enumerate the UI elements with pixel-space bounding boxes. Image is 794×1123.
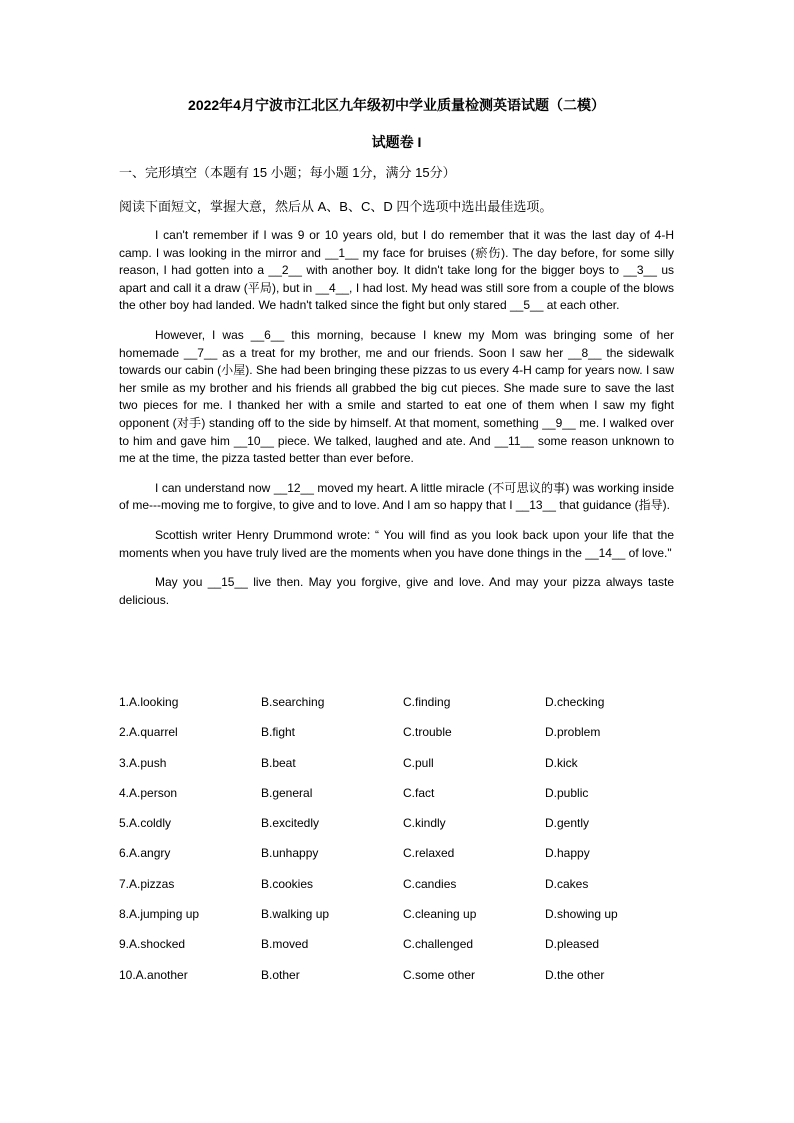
option-c: C.relaxed — [403, 846, 455, 861]
passage-paragraph: I can't remember if I was 9 or 10 years old, but I do remember that it was the last day of 4-H camp. I was looking in the mirror and __1__ my face for bruises (瘀伤). The day before, for some silly reason, I had gotten into a __2__ with another boy. It didn't take long for the bigger boys to __3__ us apart and call it a draw (平局), but in __4__, I had lost. My head was still sore from a couple of the blows the other boy had landed. We hadn't talked since the fight but only stared __5__ at each other. — [119, 228, 674, 313]
option-b: B.general — [261, 785, 313, 800]
passage-paragraph: I can understand now __12__ moved my heart. A little miracle (不可思议的事) was working inside of me---moving me to forgive, to give and to love. And I am so happy that I __13__ that guidance (指导). — [119, 480, 674, 513]
option-a: 8.A.jumping up — [119, 907, 200, 922]
option-b: B.moved — [261, 937, 309, 952]
passage-paragraph: May you __15__ live then. May you forgive, give and love. And may your pizza always taste delicious. — [119, 575, 674, 607]
option-row — [119, 967, 674, 997]
option-a: 2.A.quarrel — [119, 725, 178, 740]
option-row — [119, 785, 674, 815]
option-c: C.challenged — [403, 937, 474, 952]
option-row — [119, 845, 674, 875]
option-b: B.beat — [261, 755, 296, 770]
option-c: C.some other — [403, 967, 476, 982]
option-c: C.cleaning up — [403, 907, 477, 922]
option-b: B.cookies — [261, 876, 314, 891]
option-d: D.kick — [545, 755, 578, 770]
option-row — [119, 906, 674, 936]
option-d: D.checking — [545, 695, 605, 709]
option-b: B.excitedly — [261, 816, 320, 831]
option-d: D.showing up — [545, 907, 618, 922]
option-row — [119, 755, 674, 785]
option-b: B.walking up — [261, 907, 330, 922]
option-a: 6.A.angry — [119, 846, 171, 861]
option-b: B.other — [261, 967, 300, 982]
option-row — [119, 936, 674, 966]
exam-title: 2022年4月宁波市江北区九年级初中学业质量检测英语试题（二模） — [188, 97, 605, 113]
section-heading: 一、完形填空（本题有 15 小题；每小题 1分，满分 15分） — [119, 165, 456, 180]
exam-subtitle: 试题卷 I — [371, 134, 422, 150]
option-d: D.problem — [545, 725, 601, 740]
option-b: B.unhappy — [261, 846, 319, 861]
answer-options — [119, 694, 674, 997]
option-c: C.candies — [403, 876, 457, 891]
option-c: C.kindly — [403, 816, 446, 831]
option-c: C.fact — [403, 785, 435, 800]
option-c: C.pull — [403, 755, 434, 770]
option-a: 9.A.shocked — [119, 937, 186, 952]
option-a: 5.A.coldly — [119, 816, 172, 831]
option-c: C.trouble — [403, 725, 452, 740]
option-d: D.public — [545, 785, 589, 800]
option-row — [119, 724, 674, 754]
option-a: 4.A.person — [119, 785, 178, 800]
option-d: D.happy — [545, 846, 590, 861]
option-a: 1.A.looking — [119, 695, 179, 709]
cloze-passage — [119, 227, 674, 621]
option-a: 10.A.another — [119, 967, 188, 982]
section-instruction: 阅读下面短文，掌握大意，然后从 A、B、C、D 四个选项中选出最佳选项。 — [119, 199, 553, 214]
option-c: C.finding — [403, 695, 451, 709]
option-a: 7.A.pizzas — [119, 876, 175, 891]
option-a: 3.A.push — [119, 755, 167, 770]
option-d: D.the other — [545, 967, 605, 982]
option-row — [119, 876, 674, 906]
passage-paragraph: However, I was __6__ this morning, because I knew my Mom was bringing some of her homemade __7__ as a treat for my brother, me and our friends. Soon I saw her __8__ the sidewalk towards our cabin (小屋). She had been bringing these pizzas to us every 4-H camp for years now. I saw her smile as my brother and his friends all grabbed the big cut pieces. She made sure to save the last two pieces for me. I thanked her with a smile and started to eat one of them when I saw my fight opponent (对手) standing off to the side by himself. At that moment, something __9__ me. I walked over to him and gave him __10__ piece. We talked, laughed and ate. And __11__ some reason unknown to me at the time, the pizza tasted better than ever before. — [119, 327, 674, 466]
option-d: D.cakes — [545, 876, 589, 891]
option-row — [119, 815, 674, 845]
option-d: D.gently — [545, 816, 590, 831]
option-row — [119, 694, 674, 724]
option-d: D.pleased — [545, 937, 600, 952]
option-b: B.searching — [261, 695, 325, 709]
passage-paragraph: Scottish writer Henry Drummond wrote: “ You will find as you look back upon your life that the moments when you have truly lived are the moments when you have done things in the __14__ of love." — [119, 527, 674, 560]
option-b: B.fight — [261, 725, 296, 740]
